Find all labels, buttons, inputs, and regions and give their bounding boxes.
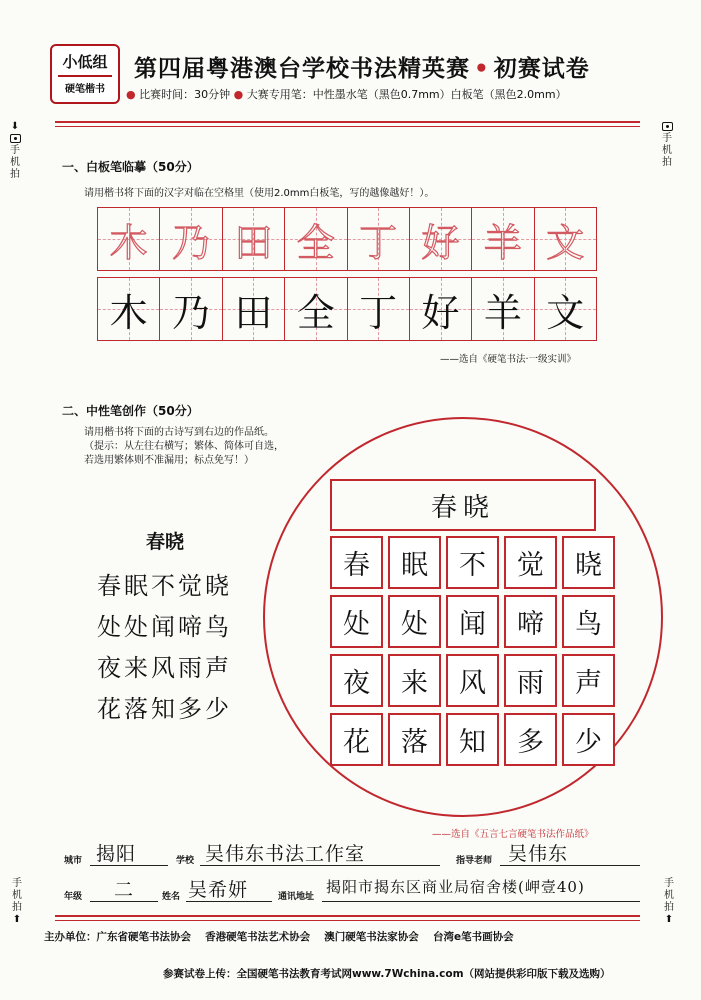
arrow-down-icon: ⬇ (10, 121, 20, 132)
section1-instruction: 请用楷书将下面的汉字对临在空格里（使用2.0mm白板笔，写的越像越好！）。 (84, 188, 435, 199)
trace-cell: 乃 (160, 208, 222, 270)
bullet-icon: ● (233, 88, 244, 101)
work-cell[interactable]: 知 (446, 713, 499, 766)
work-cell[interactable]: 眠 (388, 536, 441, 589)
write-cell[interactable]: 田 (223, 278, 285, 340)
section1-source: ——选自《硬笔书法·一级实训》 (440, 354, 577, 365)
badge-divider (58, 75, 112, 77)
header-rule-thin (55, 126, 640, 127)
section2-instruction-1: 请用楷书将下面的古诗写到右边的作品纸。 (84, 427, 274, 438)
arrow-up-icon: ⬆ (12, 914, 22, 925)
title-suffix: 初赛试卷 (493, 56, 590, 82)
work-cell[interactable]: 闻 (446, 595, 499, 648)
work-cell[interactable]: 觉 (504, 536, 557, 589)
trace-cell: 羊 (472, 208, 534, 270)
name-field[interactable]: 吴希妍 (188, 879, 249, 901)
poem-line: 春眠不觉晓 (97, 572, 232, 600)
side-note-bottom-left: 手 机 拍 ⬆ (12, 878, 22, 925)
trace-cell: 木 (98, 208, 160, 270)
address-underline (322, 900, 640, 902)
work-cell[interactable]: 声 (562, 654, 615, 707)
write-row (97, 277, 597, 341)
work-grid (330, 536, 615, 772)
section2-heading: 二、中性笔创作（50分） (62, 404, 199, 418)
camera-icon (660, 121, 674, 133)
info-pen: 大赛专用笔：中性墨水笔（黑色0.7mm）白板笔（黑色2.0mm） (246, 88, 567, 101)
trace-cell: 文 (535, 208, 596, 270)
bullet-icon: ● (126, 88, 136, 101)
write-cell[interactable]: 乃 (160, 278, 222, 340)
header-rule (55, 121, 640, 123)
work-cell[interactable]: 春 (330, 536, 383, 589)
write-cell[interactable]: 羊 (472, 278, 534, 340)
poem-line: 处处闻啼鸟 (97, 613, 232, 641)
write-cell[interactable]: 好 (410, 278, 472, 340)
work-cell[interactable]: 处 (388, 595, 441, 648)
side-note-bottom-right: 手 机 拍 ⬆ (664, 878, 674, 925)
work-cell[interactable]: 鸟 (562, 595, 615, 648)
address-label: 通讯地址 (278, 892, 315, 902)
city-label: 城市 (64, 856, 83, 866)
work-row (330, 654, 615, 707)
badge-type-label: 硬笔楷书 (65, 84, 105, 95)
work-cell[interactable]: 少 (562, 713, 615, 766)
section2-source: ——选自《五言七言硬笔书法作品纸》 (432, 829, 594, 840)
footer-rule (55, 915, 640, 917)
work-row (330, 713, 615, 766)
work-cell[interactable]: 风 (446, 654, 499, 707)
city-field[interactable]: 揭阳 (96, 843, 137, 865)
grade-label: 年级 (64, 892, 83, 902)
trace-cell: 好 (410, 208, 472, 270)
work-cell[interactable]: 雨 (504, 654, 557, 707)
work-cell[interactable]: 夜 (330, 654, 383, 707)
write-cell[interactable]: 文 (535, 278, 596, 340)
badge-group-label: 小低组 (62, 53, 108, 71)
organizers: 主办单位：广东省硬笔书法协会 香港硬笔书法艺术协会 澳门硬笔书法家协会 台湾e笔书画协会 (44, 931, 514, 943)
section2-instruction-3: 若选用繁体则不准漏用；标点免写！） (84, 455, 254, 466)
camera-icon (10, 134, 21, 143)
title-dot-icon: • (474, 56, 490, 82)
upload-info: 参赛试卷上传：全国硬笔书法教育考试网www.7Wchina.com（网站提供彩印版下载及选购） (163, 968, 611, 980)
work-cell[interactable]: 晓 (562, 536, 615, 589)
trace-cell: 丁 (348, 208, 410, 270)
poem-line: 花落知多少 (97, 695, 232, 723)
info-time: 比赛时间：30分钟 (139, 88, 231, 101)
section2-instruction-2: （提示：从左往右横写；繁体、简体可自选， (84, 441, 284, 452)
work-row (330, 536, 615, 589)
teacher-label: 指导老师 (456, 856, 493, 866)
write-cell[interactable]: 丁 (348, 278, 410, 340)
work-cell[interactable]: 多 (504, 713, 557, 766)
page-title (134, 50, 590, 83)
write-cell[interactable]: 木 (98, 278, 160, 340)
work-row (330, 595, 615, 648)
competition-info (126, 86, 567, 102)
write-cell[interactable]: 全 (285, 278, 347, 340)
teacher-field[interactable]: 吴伟东 (508, 843, 569, 865)
footer-rule-thin (55, 920, 640, 921)
work-cell[interactable]: 处 (330, 595, 383, 648)
poem-title: 春晓 (146, 531, 185, 553)
work-cell[interactable]: 啼 (504, 595, 557, 648)
side-note-top-right: 手 机 拍 (660, 121, 674, 169)
name-label: 姓名 (162, 892, 181, 902)
work-cell[interactable]: 落 (388, 713, 441, 766)
side-note-top-left: ⬇ 手 机 拍 (10, 121, 20, 180)
grade-field[interactable]: 二 (114, 879, 135, 901)
school-label: 学校 (176, 856, 195, 866)
section1-heading: 一、白板笔临摹（50分） (62, 160, 199, 174)
work-cell[interactable]: 不 (446, 536, 499, 589)
arrow-up-icon: ⬆ (664, 914, 674, 925)
poem-line: 夜来风雨声 (97, 654, 232, 682)
school-field[interactable]: 吴伟东书法工作室 (205, 843, 366, 865)
work-cell[interactable]: 花 (330, 713, 383, 766)
trace-cell: 全 (285, 208, 347, 270)
group-badge (50, 44, 120, 104)
work-cell[interactable]: 来 (388, 654, 441, 707)
trace-cell: 田 (223, 208, 285, 270)
title-main: 第四届粤港澳台学校书法精英赛 (134, 56, 470, 82)
trace-row (97, 207, 597, 271)
address-field[interactable]: 揭阳市揭东区商业局宿舍楼(岬壹40) (326, 878, 585, 896)
work-title-box[interactable]: 春晓 (330, 479, 596, 531)
